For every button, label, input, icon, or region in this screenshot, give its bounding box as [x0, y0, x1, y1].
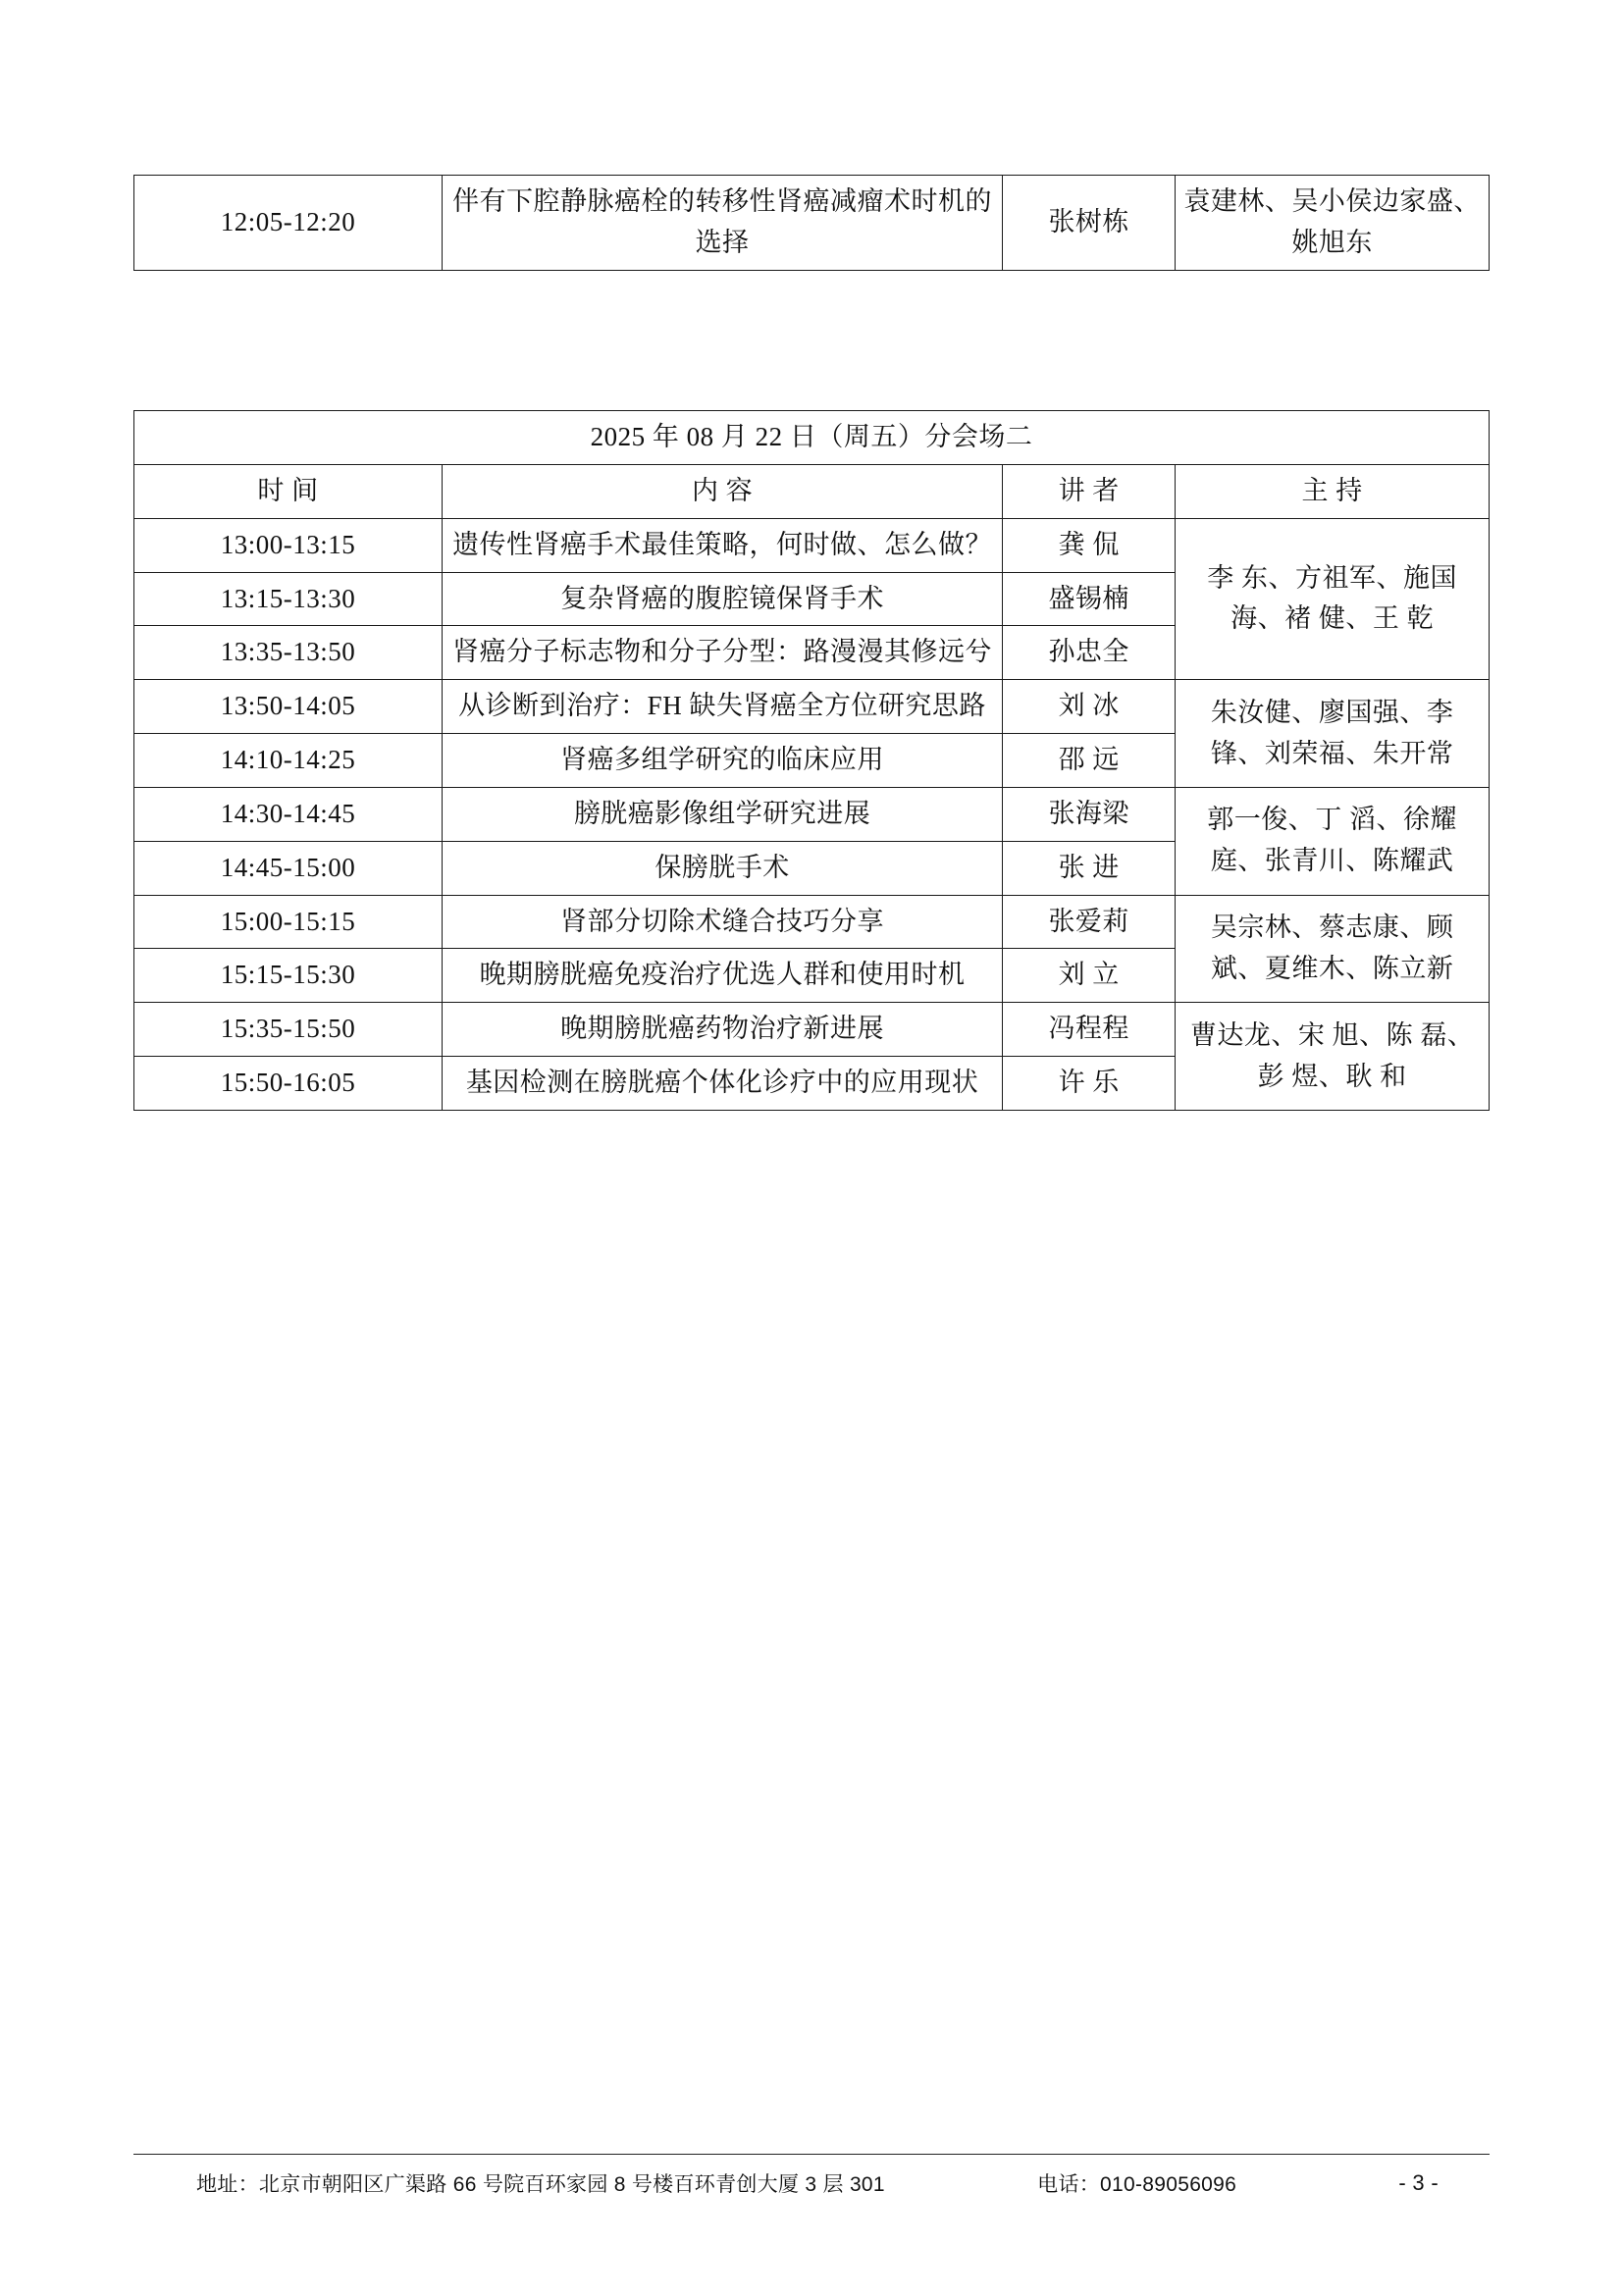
table-title-row [134, 411, 1490, 465]
table-row [134, 1003, 1490, 1057]
session-topic: 保膀胱手术 [443, 841, 1003, 895]
session-speaker: 邵 远 [1003, 734, 1176, 788]
session-topic: 伴有下腔静脉癌栓的转移性肾癌减瘤术时机的选择 [443, 176, 1003, 271]
table-row [134, 518, 1490, 572]
session-speaker: 孙忠全 [1003, 626, 1176, 680]
table-row [134, 787, 1490, 841]
session-time: 15:50-16:05 [134, 1057, 443, 1111]
session-topic: 基因检测在膀胱癌个体化诊疗中的应用现状 [443, 1057, 1003, 1111]
session-speaker: 刘 冰 [1003, 680, 1176, 734]
session-time: 14:10-14:25 [134, 734, 443, 788]
table-row [134, 895, 1490, 949]
session-hosts: 朱汝健、廖国强、李 锋、刘荣福、朱开常 [1176, 680, 1490, 788]
session-topic: 遗传性肾癌手术最佳策略，何时做、怎么做？ [443, 518, 1003, 572]
session-time: 15:00-15:15 [134, 895, 443, 949]
top-schedule-table-wrapper [0, 175, 1623, 271]
table-row [134, 680, 1490, 734]
footer-divider [133, 2154, 1490, 2155]
main-schedule-table [133, 410, 1490, 1111]
session-topic: 肾部分切除术缝合技巧分享 [443, 895, 1003, 949]
session-time: 13:00-13:15 [134, 518, 443, 572]
session-topic: 肾癌分子标志物和分子分型：路漫漫其修远兮 [443, 626, 1003, 680]
session-speaker: 张海梁 [1003, 787, 1176, 841]
column-header-topic: 内 容 [443, 464, 1003, 518]
session-time: 13:15-13:30 [134, 572, 443, 626]
session-time: 15:35-15:50 [134, 1003, 443, 1057]
session-topic: 膀胱癌影像组学研究进展 [443, 787, 1003, 841]
session-hosts: 李 东、方祖军、施国海、褚 健、王 乾 [1176, 518, 1490, 680]
session-time: 15:15-15:30 [134, 949, 443, 1003]
session-hosts: 吴宗林、蔡志康、顾 斌、夏维木、陈立新 [1176, 895, 1490, 1003]
main-schedule-table-wrapper [0, 410, 1623, 1111]
session-speaker: 刘 立 [1003, 949, 1176, 1003]
session-speaker: 盛锡楠 [1003, 572, 1176, 626]
session-speaker: 张爱莉 [1003, 895, 1176, 949]
page-footer [133, 2154, 1490, 2198]
session-hosts: 郭一俊、丁 滔、徐耀庭、张青川、陈耀武 [1176, 787, 1490, 895]
session-speaker: 龚 侃 [1003, 518, 1176, 572]
session-time: 13:50-14:05 [134, 680, 443, 734]
session-topic: 晚期膀胱癌药物治疗新进展 [443, 1003, 1003, 1057]
table-header-row [134, 464, 1490, 518]
schedule-title: 2025 年 08 月 22 日（周五）分会场二 [134, 411, 1490, 465]
session-hosts: 袁建林、吴小侯边家盛、姚旭东 [1176, 176, 1490, 271]
session-speaker: 冯程程 [1003, 1003, 1176, 1057]
session-topic: 晚期膀胱癌免疫治疗优选人群和使用时机 [443, 949, 1003, 1003]
session-topic: 复杂肾癌的腹腔镜保肾手术 [443, 572, 1003, 626]
column-header-time: 时 间 [134, 464, 443, 518]
session-speaker: 许 乐 [1003, 1057, 1176, 1111]
column-header-host: 主 持 [1176, 464, 1490, 518]
session-time: 12:05-12:20 [134, 176, 443, 271]
page-number: - 3 - [1398, 2170, 1439, 2195]
table-row [134, 176, 1490, 271]
top-schedule-table [133, 175, 1490, 271]
session-hosts: 曹达龙、宋 旭、陈 磊、彭 煜、耿 和 [1176, 1003, 1490, 1111]
session-speaker: 张 进 [1003, 841, 1176, 895]
column-header-speaker: 讲 者 [1003, 464, 1176, 518]
session-time: 13:35-13:50 [134, 626, 443, 680]
session-time: 14:45-15:00 [134, 841, 443, 895]
footer-phone: 电话：010-89056096 [1037, 2173, 1237, 2196]
footer-address: 地址：北京市朝阳区广渠路 66 号院百环家园 8 号楼百环青创大厦 3 层 301 [196, 2173, 885, 2196]
session-topic: 肾癌多组学研究的临床应用 [443, 734, 1003, 788]
session-time: 14:30-14:45 [134, 787, 443, 841]
session-speaker: 张树栋 [1003, 176, 1176, 271]
session-topic: 从诊断到治疗：FH 缺失肾癌全方位研究思路 [443, 680, 1003, 734]
